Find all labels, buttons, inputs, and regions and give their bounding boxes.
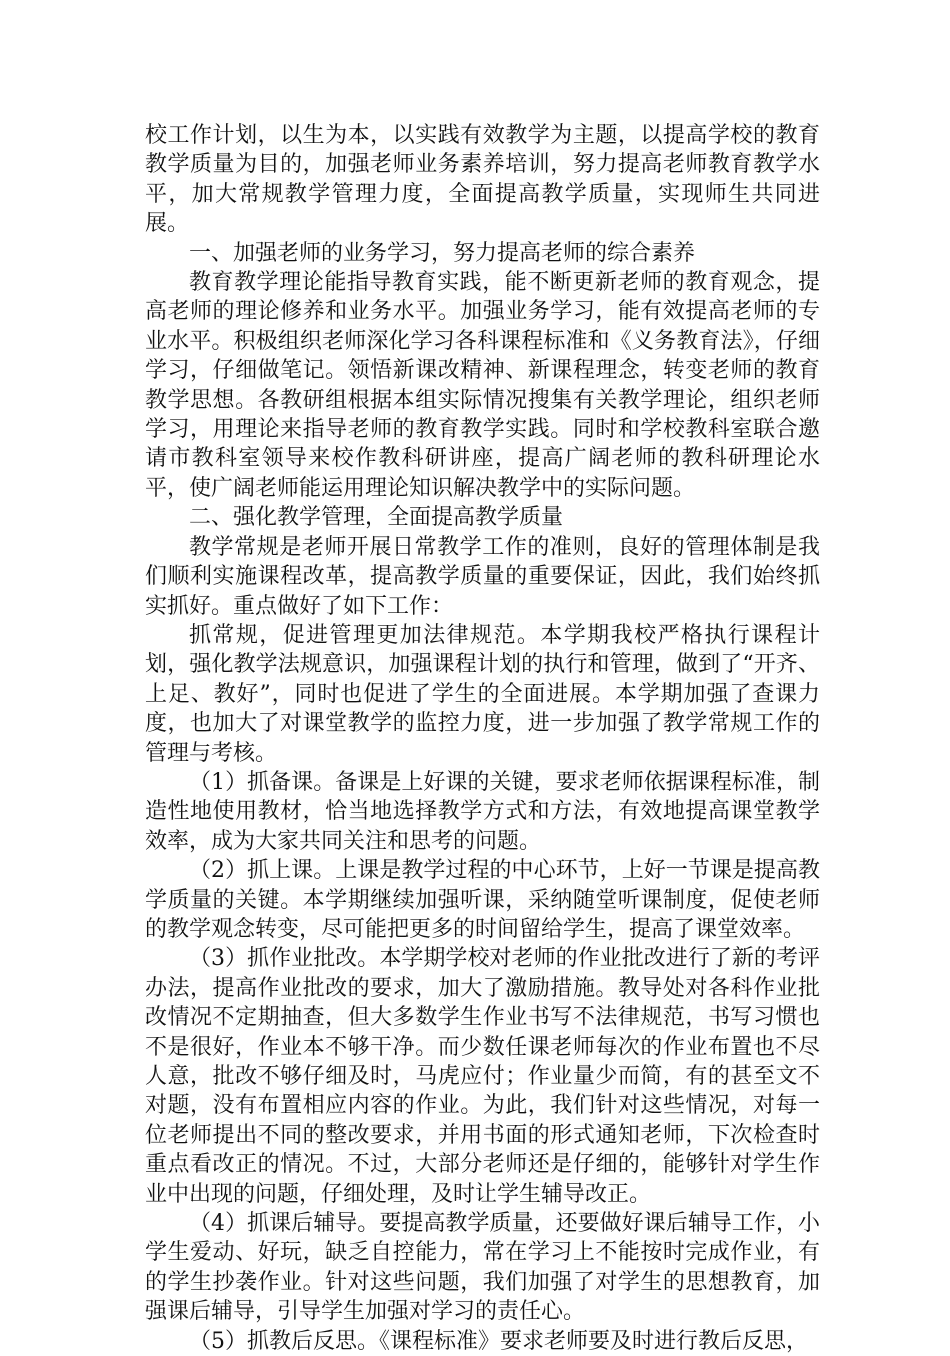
paragraph-item-5-reflection: （5）抓教后反思。《课程标准》要求老师要及时进行教后反思，: [189, 1328, 808, 1354]
document-page: [145, 121, 820, 1356]
paragraph-item-4-tutoring: （4）抓课后辅导。要提高教学质量，还要做好课后辅导工作，小学生爱动、好玩，缺乏自控能力，常在学习上不能按时完成作业，有的学生抄袭作业。针对这些问题，我们加强了对学生的思想教育，加强课后辅导，引导学生加强对学习的责任心。: [145, 1211, 820, 1325]
paragraph-item-3-homework: （3）抓作业批改。本学期学校对老师的作业批改进行了新的考评办法，提高作业批改的要求，加大了激励措施。教导处对各科作业批改情况不定期抽查，但大多数学生作业书写不法律规范，书写习惯也不是很好，作业本不够干净。而少数任课老师每次的作业布置也不尽人意，批改不够仔细及时，马虎应付；作业量少而简，有的甚至文不对题，没有布置相应内容的作业。为此，我们针对这些情况，对每一位老师提出不同的整改要求，并用书面的形式通知老师，下次检查时重点看改正的情况。不过，大部分老师还是仔细的，能够针对学生作业中出现的问题，仔细处理，及时让学生辅导改正。: [145, 946, 820, 1207]
section-heading-2: 二、强化教学管理，全面提高教学质量: [189, 505, 564, 531]
paragraph-item-1-lesson-prep: （1）抓备课。备课是上好课的关键，要求老师依据课程标准，制造性地使用教材，恰当地选择教学方式和方法，有效地提高课堂教学效率，成为大家共同关注和思考的问题。: [145, 769, 820, 854]
paragraph-intro-continuation: 校工作计划，以生为本，以实践有效教学为主题，以提高学校的教育教学质量为目的，加强老师业务素养培训，努力提高老师教育教学水平，加大常规教学管理力度，全面提高教学质量，实现师生共同进展。: [145, 123, 820, 237]
paragraph-teaching-routine: 教学常规是老师开展日常教学工作的准则，良好的管理体制是我们顺利实施课程改革，提高教学质量的重要保证，因此，我们始终抓实抓好。重点做好了如下工作：: [145, 534, 820, 619]
paragraph-item-2-class: （2）抓上课。上课是教学过程的中心环节，上好一节课是提高教学质量的关键。本学期继续加强听课，采纳随堂听课制度，促使老师的教学观念转变，尽可能把更多的时间留给学生，提高了课堂效率。: [145, 858, 820, 942]
paragraph-theory-study: 教育教学理论能指导教育实践，能不断更新老师的教育观念，提高老师的理论修养和业务水平。加强业务学习，能有效提高老师的专业水平。积极组织老师深化学习各科课程标准和《义务教育法》，仔细学习，仔细做笔记。领悟新课改精神、新课程理念，转变老师的教育教学思想。各教研组根据本组实际情况搜集有关教学理论，组织老师学习，用理论来指导老师的教育教学实践。同时和学校教科室联合邀请市教科室领导来校作教科研讲座，提高广阔老师的教科研理论水平，使广阔老师能运用理论知识解决教学中的实际问题。: [145, 270, 820, 501]
paragraph-routine-management: 抓常规，促进管理更加法律规范。本学期我校严格执行课程计划，强化教学法规意识，加强课程计划的执行和管理，做到了“开齐、上足、教好”，同时也促进了学生的全面进展。本学期加强了查课力度，也加大了对课堂教学的监控力度，进一步加强了教学常规工作的管理与考核。: [145, 622, 820, 766]
section-heading-1: 一、加强老师的业务学习，努力提高老师的综合素养: [189, 240, 696, 266]
